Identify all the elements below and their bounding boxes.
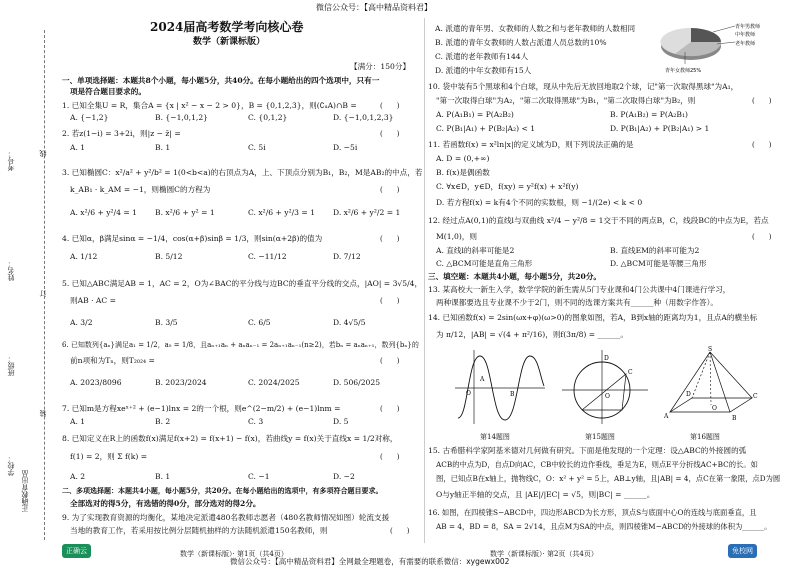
q1-opt: A. {−1,2}: [70, 113, 109, 122]
q2-opt: A. 1: [70, 143, 86, 152]
q5-stem-2: 则AB · AC =: [70, 296, 116, 305]
q5-answer: ( ): [380, 297, 400, 305]
q12-answer: ( ): [752, 233, 772, 241]
column-divider: [424, 18, 425, 543]
q4-stem: 4. 已知α，β满足sinα = −1/4，cos(α+β)sinβ = 1/3，则sin(α+2β)的值为: [62, 234, 323, 243]
label-o: O: [466, 390, 471, 397]
fig16-caption: 第16题图: [690, 433, 720, 441]
logo-left: 正确云: [62, 544, 91, 558]
q5-opt: C. 6/5: [248, 318, 271, 327]
q15-stem-3: 图，已知点B在x轴上，抛物线C，O：x² + y² = 5上，AB⊥y轴，且|AB| = 4，点C在第一象限，点D为圆: [436, 474, 781, 483]
label-b: B: [732, 415, 737, 422]
q10-opt: B. P(A₁B₂) = P(A₂B₁): [610, 110, 688, 119]
label-banji: 班级：: [7, 355, 15, 376]
page-title: 2024届高考数学考向核心卷: [150, 20, 304, 34]
fig15-caption: 第15题图: [585, 433, 615, 441]
q8-opt: A. 2: [70, 472, 86, 481]
page-subtitle: 数学（新课标版）: [193, 37, 266, 47]
q11-opt: B. f(x)是偶函数: [436, 168, 490, 177]
q8-stem-2: f(1) = 2，则 Σ f(k) =: [70, 452, 148, 461]
q4-answer: ( ): [380, 235, 400, 243]
q11-opt: D. 若方程f(x) = k有4个不同的实数根，则 −1/(2e) < k < 0: [436, 198, 643, 207]
q13-stem: 13. 某高校大一新生入学，数学学院的新生需从5门专业课和4门公共课中4门课进行学习，: [428, 285, 731, 294]
q1-opt: C. {0,1,2}: [248, 113, 288, 122]
footer-page-1: 数学（新课标版）· 第1页（共4页）: [180, 550, 288, 558]
q7-opt: B. 2: [155, 417, 171, 426]
q7-stem: 7. 已知m是方程xeˣ⁺² + (e−1)lnx = 2的一个根，则e^(2−m/2) + (e−1)lnm =: [62, 404, 341, 413]
q2-opt: D. −5i: [333, 143, 358, 152]
q8-opt: C. −1: [248, 472, 270, 481]
q11-answer: ( ): [752, 141, 772, 149]
label-a: A: [664, 413, 669, 420]
q8-opt: D. −2: [333, 472, 355, 481]
q10-stem-2: "第一次取得白球"为A₂，"第二次取得黑球"为B₁，"第二次取得白球"为B₂，则: [436, 96, 696, 105]
q9-pie-chart: [655, 18, 795, 82]
label-o: O: [605, 393, 610, 400]
q2-opt: B. 1: [155, 143, 171, 152]
page-header: 微信公众号：【高中精品资料君】: [316, 3, 432, 12]
q6-answer: ( ): [380, 357, 400, 365]
q5-opt: B. 3/5: [155, 318, 178, 327]
pie-label: 中年教师: [735, 32, 756, 38]
q10-opt: C. P(B₁|A₁) + P(B₂|A₂) < 1: [436, 124, 536, 133]
q9-opt: D. 派遣的中年女教师有15人: [435, 66, 532, 75]
triangle-abc: [582, 374, 626, 410]
binding-line: [44, 30, 45, 540]
q4-opt: D. 7/12: [333, 252, 361, 261]
label-xingming: 姓名：: [7, 260, 15, 281]
q8-stem: 8. 已知定义在R上的函数f(x)满足f(x+2) = f(x+1) − f(x)，若曲线y = f(x)关于直线x = 1/2对称，: [62, 434, 398, 443]
q9-answer: ( ): [390, 527, 410, 535]
q2-opt: C. 5i: [248, 143, 266, 152]
q6-opt: D. 506/2025: [333, 378, 381, 387]
section3-heading: 三、填空题：本题共4小题，每小题5分，共20分。: [428, 272, 602, 281]
q16-stem: 16. 如图，在四棱锥S−ABCD中，四边形ABCD为长方形，顶点S与底面中心O的连线与底面垂直，且: [428, 508, 757, 517]
q10-answer: ( ): [752, 97, 772, 105]
pie-label: 青年女教师25%: [665, 68, 702, 74]
q9-stem-2: 当地的教育工作，若采用按比例分层随机抽样的方法随机派遣150名教师，则: [70, 526, 328, 535]
pie-label: 老年教师: [735, 41, 756, 47]
q3-opt: B. x²/6 + y² = 1: [155, 208, 215, 217]
pie-label: 青年男教师: [735, 24, 761, 30]
q5-opt: A. 3/2: [70, 318, 93, 327]
q16-stem-2: AB = 4，BD = 8，SA = 2√14，且点M为SA的中点，则四棱锥M−ABCD的外接球的体积为______。: [436, 522, 772, 531]
q6-opt: C. 2024/2025: [248, 378, 300, 387]
label-b: B: [510, 391, 515, 398]
section2-heading: 二、多项选择题：本题共4小题，每小题5分，共20分。在每小题给出的选项中，有多项符合题目要求。: [62, 486, 383, 495]
q13-stem-2: 两种课都要选且专业课不少于2门，则不同的选课方案共有______种（用数字作答）。: [436, 298, 718, 307]
q11-stem: 11. 若函数f(x) = x²ln|x|的定义域为D，则下列说法正确的是: [428, 140, 634, 149]
label-s: S: [708, 346, 713, 353]
q14-stem-2: 为 π/12，|AB| = √(4 + π²/16)，则f(3π/8) = ______。: [436, 330, 628, 339]
page-footer: 微信公众号：【高中精品资料君】全网最全理题卷，有需要的联系微信：xygewx002: [230, 557, 510, 566]
label-c: C: [628, 369, 633, 376]
fig15-circle-graph: [560, 346, 650, 426]
q7-opt: C. 3: [248, 417, 264, 426]
q3-opt: D. x²/6 + y²/2 = 1: [333, 208, 401, 217]
q5-opt: D. 4√5/5: [333, 318, 366, 327]
publisher: 正确教育出品: [21, 470, 29, 512]
q12-opt: C. △BCM可能是直角三角形: [436, 259, 533, 268]
q11-opt: A. D = (0,+∞): [436, 154, 490, 163]
q12-opt: A. 直线l的斜率可能是2: [436, 246, 515, 255]
q10-opt: A. P(A₁B₁) = P(A₂B₂): [436, 110, 514, 119]
label-zhuang: 装: [39, 410, 47, 417]
q6-opt: B. 2023/2024: [155, 378, 207, 387]
label-c: C: [753, 393, 758, 400]
q9-opt: C. 派遣的老年教师有144人: [435, 52, 529, 61]
q9-opt: A. 派遣的青年男、女教师的人数之和与老年教师的人数相同: [435, 24, 636, 33]
q1-opt: B. {−1,0,1,2}: [155, 113, 209, 122]
fig14-sine-graph: [450, 346, 550, 426]
q4-opt: B. 5/12: [155, 252, 183, 261]
label-d: D: [686, 391, 691, 398]
q9-opt: B. 派遣的青年女教师的人数占派遣人员总数的10%: [435, 38, 607, 47]
label-ding: 订: [39, 290, 47, 297]
q9-stem: 9. 为了实现教育资源的均衡化，某地决定派遣480名教师志愿者（480名教师情况如图）轮流支援: [62, 513, 390, 522]
q3-opt: A. x²/6 + y²/4 = 1: [70, 208, 137, 217]
q7-opt: A. 1: [70, 417, 86, 426]
q1-opt: D. {−1,0,1,2,3}: [333, 113, 394, 122]
q11-opt: C. ∀x∈D，y∈D，f(xy) = y²f(x) + x²f(y): [436, 182, 579, 191]
q12-stem: 12. 经过点A(0,1)的直线l与双曲线 x²/4 − y²/8 = 1交于不同的两点B，C，线段BC的中点为E，若点: [428, 216, 769, 225]
q5-stem: 5. 已知△ABC满足AB = 1，AC = 2，O为∠BAC的平分线与边BC的垂直平分线的交点，|AO| = 3√5/4，: [62, 279, 423, 288]
q15-stem-4: O与y轴正半轴的交点，且 |AE|/|EC| = √5，则|BC| = ______。: [436, 490, 655, 499]
label-o: O: [712, 405, 717, 412]
q3-stem-2: k_AB₁ · k_AM = −1，则椭圆C的方程为: [70, 185, 211, 194]
q2-answer: ( ): [380, 130, 400, 138]
q4-opt: C. −11/12: [248, 252, 287, 261]
q7-answer: ( ): [380, 405, 400, 413]
q10-stem: 10. 袋中装有5个黑球和4个白球，现从中先后无放回地取2个球，记"第一次取得黑球"为A₁，: [428, 82, 739, 91]
q8-opt: B. 1: [155, 472, 171, 481]
q4-opt: A. 1/12: [70, 252, 98, 261]
q7-opt: D. 5: [333, 417, 349, 426]
q6-opt: A. 2023/8096: [70, 378, 122, 387]
q6-stem: 6. 已知数列{aₙ}满足a₁ = 1/2，a₅ = 1/8，且aₙ₊₁aₙ + aₙaₙ₋₁ = 2aₙ₊₁aₙ₋₁(n≥2)，若bₙ = aₙaₙ₊₁，数列{bₙ}的: [62, 341, 419, 349]
q3-opt: C. x²/6 + y²/3 = 1: [248, 208, 316, 217]
q12-opt: B. 直线EM的斜率可能为2: [610, 246, 700, 255]
label-kaohao: 考号：: [7, 150, 15, 171]
fig14-caption: 第14题图: [480, 433, 510, 441]
label-d: D: [604, 355, 609, 362]
label-xuexiao: 学校：: [7, 455, 15, 476]
footer-page-2: 数学（新课标版）· 第2页（共4页）: [490, 550, 598, 558]
full-score: 【满分：150分】: [350, 62, 411, 71]
section1-heading: 一、单项选择题：本题共8个小题，每小题5分，共40分。在每小题给出的四个选项中，只有一: [62, 76, 380, 85]
logo-right: 免校网: [728, 544, 757, 558]
q15-stem: 15. 古希腊科学家阿基米德对几何做有研究。下面是他发现的一个定理：设△ABC的外接圆的弧: [428, 446, 747, 455]
q2-stem: 2. 若z(1−i) = 3+2i，则|z − z̄| =: [62, 129, 181, 138]
q1-stem: 1. 已知全集U = R，集合A = {x | x² − x − 2 > 0}，B = {0,1,2,3}，则(∁ᵤA)∩B =: [62, 101, 357, 110]
q15-stem-2: ACB的中点为D，自点D向AC，CB中较长的边作垂线，垂足为E，则点E平分折线AC+BC的长。如: [436, 460, 758, 469]
q10-opt: D. P(B₁|A₂) + P(B₂|A₁) > 1: [610, 124, 710, 133]
q1-answer: ( ): [380, 102, 400, 110]
pie-slice: [691, 28, 721, 42]
q8-answer: ( ): [380, 453, 400, 461]
label-a: A: [480, 376, 485, 383]
q3-answer: ( ): [380, 186, 400, 194]
q14-stem: 14. 已知函数f(x) = 2sin(ωx+φ)(ω>0)的图象如图，若A，B到x轴的距离均为1，且点A的横坐标: [428, 313, 758, 322]
fig16-pyramid: [660, 346, 760, 426]
q6-stem-2: 前n项和为Tₙ，则T₂₀₂₄ =: [70, 356, 155, 365]
section1-heading-2: 项是符合题目要求的。: [70, 87, 146, 96]
label-line: 线: [39, 150, 47, 157]
q12-stem-2: M(1,0)，则: [436, 232, 477, 241]
section2-heading-2: 全部选对的得5分，有选错的得0分，部分选对的得2分。: [70, 499, 261, 508]
q12-opt: D. △BCM可能是等腰三角形: [610, 259, 707, 268]
q3-stem: 3. 已知椭圆C：x²/a² + y²/b² = 1(0<b<a)的右顶点为A，上、下顶点分别为B₁，B₂，M是AB₂的中点，若: [62, 168, 423, 177]
